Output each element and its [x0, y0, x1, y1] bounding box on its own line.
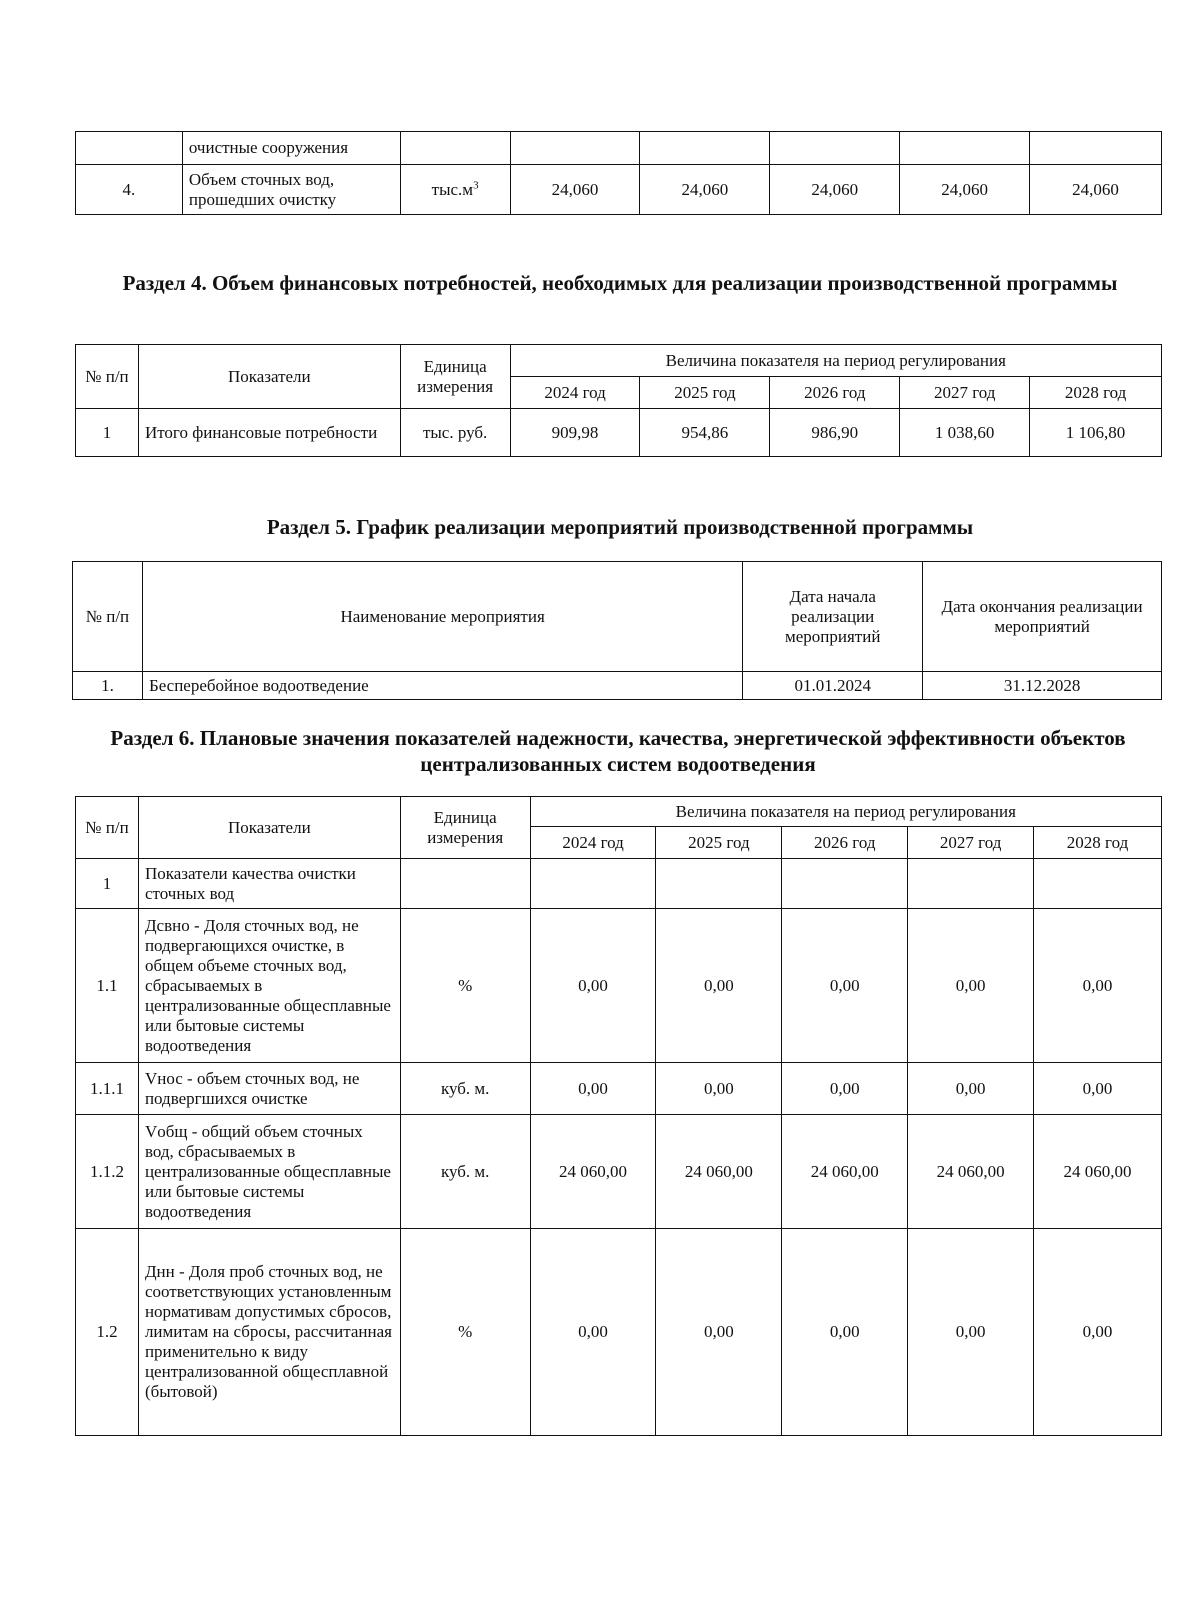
table-row	[76, 1115, 1162, 1229]
indicator-name: очистные сооружения	[182, 132, 400, 165]
table-header-row	[76, 797, 1162, 827]
value-cell: 0,00	[530, 1229, 656, 1436]
value-cell: 24,060	[1030, 165, 1162, 215]
indicator-name: Vнос - объем сточных вод, не подвергшихся очистке	[138, 1063, 400, 1115]
value-cell: 0,00	[1034, 1063, 1162, 1115]
value-cell: 1 106,80	[1030, 409, 1162, 457]
unit	[400, 859, 530, 909]
value-cell	[510, 132, 640, 165]
year-header: 2024 год	[510, 377, 640, 409]
value-cell	[656, 859, 782, 909]
table-row	[76, 165, 1162, 215]
col-header-indicator: Показатели	[138, 797, 400, 859]
value-cell: 0,00	[656, 1063, 782, 1115]
row-num: 1.1.2	[76, 1115, 139, 1229]
value-cell: 24 060,00	[656, 1115, 782, 1229]
unit-superscript: 3	[473, 178, 479, 191]
value-cell: 0,00	[782, 1229, 908, 1436]
unit	[400, 165, 510, 215]
value-cell: 0,00	[908, 1063, 1034, 1115]
year-header: 2026 год	[770, 377, 900, 409]
table-continuation	[75, 131, 1162, 215]
col-header-period: Величина показателя на период регулирования	[530, 797, 1161, 827]
value-cell	[900, 132, 1030, 165]
col-header-period: Величина показателя на период регулирования	[510, 345, 1161, 377]
unit	[400, 132, 510, 165]
col-header-num: № п/п	[76, 797, 139, 859]
section-4-table	[75, 344, 1162, 457]
col-header-indicator: Показатели	[138, 345, 400, 409]
value-cell	[1030, 132, 1162, 165]
year-header: 2025 год	[656, 827, 782, 859]
unit: %	[400, 909, 530, 1063]
value-cell: 0,00	[656, 1229, 782, 1436]
event-name: Бесперебойное водоотведение	[142, 672, 742, 700]
value-cell: 0,00	[782, 1063, 908, 1115]
value-cell: 24 060,00	[908, 1115, 1034, 1229]
value-cell: 24 060,00	[782, 1115, 908, 1229]
value-cell: 986,90	[770, 409, 900, 457]
col-header-num: № п/п	[76, 345, 139, 409]
year-header: 2027 год	[900, 377, 1030, 409]
value-cell	[640, 132, 770, 165]
row-num: 4.	[76, 165, 183, 215]
section-6-title: Раздел 6. Плановые значения показателей надежности, качества, энергетической эффективности объектов централизованных систем водоотведения	[110, 726, 1126, 776]
col-header-end-date: Дата окончания реализации мероприятий	[923, 562, 1162, 672]
row-num: 1	[76, 409, 139, 457]
value-cell: 909,98	[510, 409, 640, 457]
indicator-name: Vобщ - общий объем сточных вод, сбрасываемых в централизованные общесплавные или бытовые системы водоотведения	[138, 1115, 400, 1229]
section-5-table	[72, 561, 1162, 700]
value-cell	[770, 132, 900, 165]
year-header: 2028 год	[1034, 827, 1162, 859]
value-cell: 0,00	[1034, 909, 1162, 1063]
col-header-num: № п/п	[73, 562, 143, 672]
col-header-start-date: Дата начала реализации мероприятий	[743, 562, 923, 672]
value-cell: 24,060	[640, 165, 770, 215]
value-cell: 1 038,60	[900, 409, 1030, 457]
unit: куб. м.	[400, 1115, 530, 1229]
start-date: 01.01.2024	[743, 672, 923, 700]
row-num	[76, 132, 183, 165]
row-num: 1.	[73, 672, 143, 700]
indicator-name: Итого финансовые потребности	[138, 409, 400, 457]
table-row	[76, 132, 1162, 165]
year-header: 2026 год	[782, 827, 908, 859]
table-header-row	[76, 345, 1162, 377]
section-4-title: Раздел 4. Объем финансовых потребностей, необходимых для реализации производственной программы	[122, 271, 1118, 295]
col-header-name: Наименование мероприятия	[142, 562, 742, 672]
table-row	[76, 859, 1162, 909]
value-cell: 0,00	[908, 1229, 1034, 1436]
table-header-row	[73, 562, 1162, 672]
value-cell: 0,00	[530, 1063, 656, 1115]
table-row	[76, 1063, 1162, 1115]
value-cell: 0,00	[782, 909, 908, 1063]
value-cell	[908, 859, 1034, 909]
indicator-name: Днн - Доля проб сточных вод, не соответствующих установленным нормативам допустимых сбросов, лимитам на сбросы, рассчитанная применительно к виду централизованной общесплавной (бытовой)	[138, 1229, 400, 1436]
row-num: 1.2	[76, 1229, 139, 1436]
table-row	[76, 909, 1162, 1063]
value-cell	[782, 859, 908, 909]
year-header: 2024 год	[530, 827, 656, 859]
row-num: 1.1	[76, 909, 139, 1063]
year-header: 2025 год	[640, 377, 770, 409]
value-cell: 24 060,00	[1034, 1115, 1162, 1229]
unit: куб. м.	[400, 1063, 530, 1115]
indicator-name: Дсвно - Доля сточных вод, не подвергающихся очистке, в общем объеме сточных вод, сбрасываемых в централизованные общесплавные или бытовые системы водоотведения	[138, 909, 400, 1063]
value-cell: 0,00	[908, 909, 1034, 1063]
section-5-title: Раздел 5. График реализации мероприятий производственной программы	[266, 515, 974, 539]
col-header-unit: Единица измерения	[400, 345, 510, 409]
value-cell: 24,060	[900, 165, 1030, 215]
unit-text: тыс.м	[431, 179, 474, 199]
value-cell: 24,060	[770, 165, 900, 215]
value-cell: 0,00	[530, 909, 656, 1063]
value-cell: 0,00	[1034, 1229, 1162, 1436]
year-header: 2028 год	[1030, 377, 1162, 409]
row-num: 1.1.1	[76, 1063, 139, 1115]
col-header-unit: Единица измерения	[400, 797, 530, 859]
table-row	[76, 1229, 1162, 1436]
value-cell: 954,86	[640, 409, 770, 457]
value-cell: 24,060	[510, 165, 640, 215]
value-cell	[1034, 859, 1162, 909]
unit: %	[400, 1229, 530, 1436]
value-cell: 0,00	[656, 909, 782, 1063]
indicator-name: Объем сточных вод, прошедших очистку	[182, 165, 400, 215]
row-num: 1	[76, 859, 139, 909]
end-date: 31.12.2028	[923, 672, 1162, 700]
value-cell: 24 060,00	[530, 1115, 656, 1229]
table-row	[73, 672, 1162, 700]
value-cell	[530, 859, 656, 909]
section-6-table	[75, 796, 1162, 1436]
year-header: 2027 год	[908, 827, 1034, 859]
unit: тыс. руб.	[400, 409, 510, 457]
table-row	[76, 409, 1162, 457]
indicator-name: Показатели качества очистки сточных вод	[138, 859, 400, 909]
